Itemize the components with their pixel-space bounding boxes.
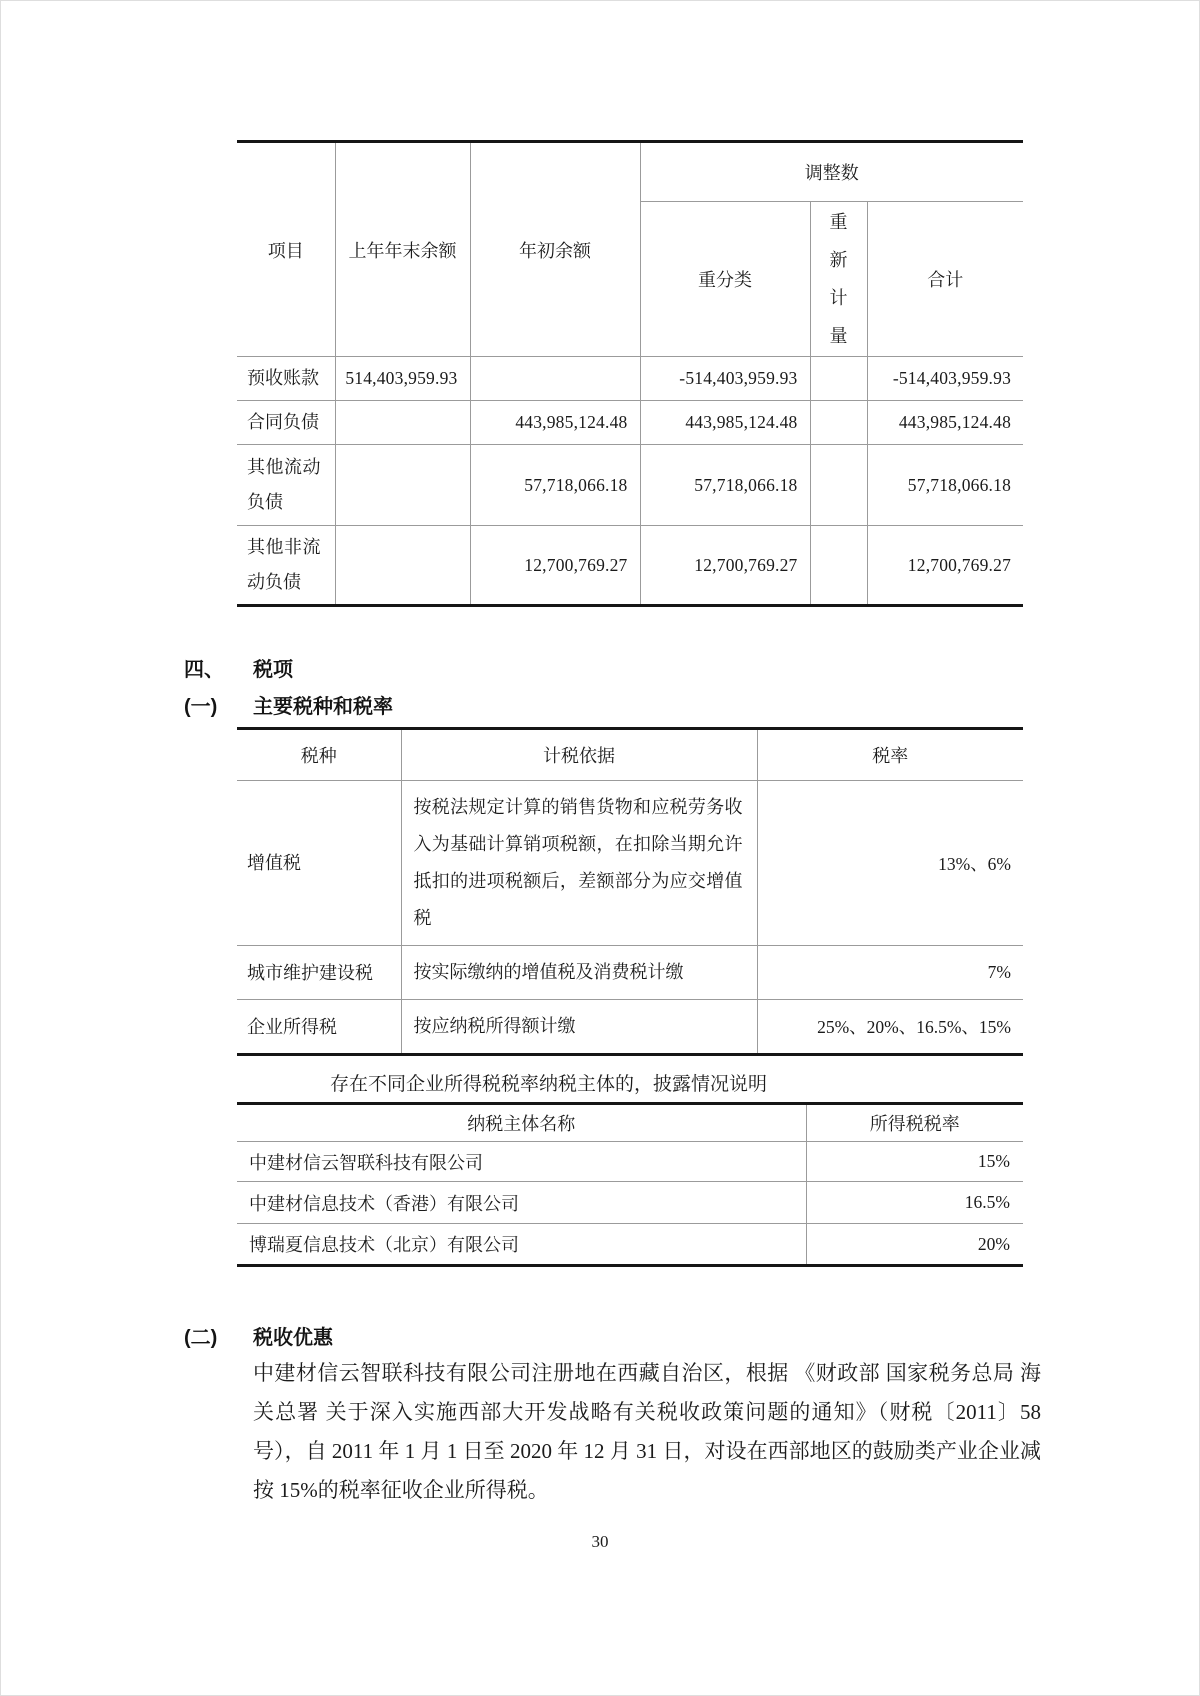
tax-basis-text: 按实际缴纳的增值税及消费税计缴	[401, 946, 757, 1000]
reclassification-value: -514,403,959.93	[640, 357, 810, 401]
tax-rate-value: 25%、20%、16.5%、15%	[757, 1000, 1023, 1055]
col-header-prior-year-end: 上年年末余额	[335, 142, 470, 357]
table-header-row	[237, 1104, 1023, 1142]
item-label: 其他非流动负债	[237, 526, 335, 606]
beginning-balance-value: 443,985,124.48	[470, 401, 640, 445]
col-header-item: 项目	[267, 240, 304, 261]
tax-basis-text: 按应纳税所得额计缴	[401, 1000, 757, 1055]
col-header-remeasurement	[810, 202, 867, 357]
tax-type-label: 增值税	[237, 781, 401, 946]
table-row	[237, 357, 1023, 401]
entity-name: 中建材信息技术（香港）有限公司	[237, 1182, 806, 1224]
section-heading-taxes	[184, 657, 293, 683]
beginning-balance-value	[470, 357, 640, 401]
remeasurement-value	[810, 526, 867, 606]
total-value: 12,700,769.27	[867, 526, 1023, 606]
section-title: 税项	[253, 659, 293, 681]
tax-type-rate-table	[237, 727, 1023, 1056]
subsection-heading-tax-rates	[184, 694, 393, 720]
col-header-tax-type: 税种	[300, 746, 337, 766]
tax-type-label: 企业所得税	[237, 1000, 401, 1055]
item-label: 预收账款	[237, 357, 335, 401]
subsection-number: (一)	[184, 696, 218, 718]
income-tax-rate-value: 15%	[806, 1142, 1023, 1182]
table-row	[237, 401, 1023, 445]
col-header-income-tax-rate: 所得税税率	[806, 1104, 1023, 1142]
total-value: 57,718,066.18	[867, 445, 1023, 526]
table-row	[237, 781, 1023, 946]
beginning-balance-value: 12,700,769.27	[470, 526, 640, 606]
section-number: 四、	[184, 659, 224, 681]
col-header-entity-name: 纳税主体名称	[467, 1114, 576, 1134]
entity-name: 中建材信云智联科技有限公司	[237, 1142, 806, 1182]
reclassification-value: 57,718,066.18	[640, 445, 810, 526]
total-value: -514,403,959.93	[867, 357, 1023, 401]
remeasurement-value	[810, 357, 867, 401]
reclassification-value: 12,700,769.27	[640, 526, 810, 606]
total-value: 443,985,124.48	[867, 401, 1023, 445]
col-header-tax-rate: 税率	[757, 729, 1023, 781]
col-header-beginning-balance: 年初余额	[470, 142, 640, 357]
col-header-adjustments: 调整数	[640, 142, 1023, 202]
disclosure-caption: 存在不同企业所得税税率纳税主体的，披露情况说明	[330, 1074, 768, 1095]
col-header-reclassification: 重分类	[640, 202, 810, 357]
item-label: 其他流动负债	[237, 445, 335, 526]
table-header-row	[237, 729, 1023, 781]
table-row	[237, 1000, 1023, 1055]
subsection-heading-tax-incentives	[184, 1325, 333, 1351]
remeasurement-value	[810, 401, 867, 445]
tax-basis-text: 按税法规定计算的销售货物和应税劳务收入为基础计算销项税额，在扣除当期允许抵扣的进项税额后，差额部分为应交增值税	[401, 781, 757, 946]
table-header-row	[237, 142, 1023, 202]
table-row	[237, 526, 1023, 606]
remeasurement-value	[810, 445, 867, 526]
item-label: 合同负债	[237, 401, 335, 445]
adjustment-comparison-table	[237, 140, 1023, 607]
subsection-title: 主要税种和税率	[253, 696, 393, 718]
prior-year-end-value: 514,403,959.93	[335, 357, 470, 401]
tax-rate-value: 7%	[757, 946, 1023, 1000]
tax-type-label: 城市维护建设税	[237, 946, 401, 1000]
subsection-number: (二)	[184, 1327, 218, 1349]
col-header-total: 合计	[867, 202, 1023, 357]
subsection-title: 税收优惠	[253, 1327, 333, 1349]
tax-rate-value: 13%、6%	[757, 781, 1023, 946]
table-row	[237, 1182, 1023, 1224]
entity-name: 博瑞夏信息技术（北京）有限公司	[237, 1224, 806, 1266]
tax-incentive-paragraph: 中建材信云智联科技有限公司注册地在西藏自治区，根据 《财政部 国家税务总局 海关总署 关于深入实施西部大开发战略有关税收政策问题的通知》（财税〔2011〕58 号），自 2011 年 1 月 1 日至 2020 年 12 月 31 日，对设在西部地区的鼓励类产业企业减按 15%的税率征收企业所得税。	[253, 1361, 1041, 1502]
beginning-balance-value: 57,718,066.18	[470, 445, 640, 526]
income-tax-rate-value: 16.5%	[806, 1182, 1023, 1224]
table-row	[237, 445, 1023, 526]
income-tax-rate-value: 20%	[806, 1224, 1023, 1266]
prior-year-end-value	[335, 526, 470, 606]
reclassification-value: 443,985,124.48	[640, 401, 810, 445]
page-number: 30	[591, 1532, 609, 1551]
taxpayer-rate-table	[237, 1102, 1023, 1267]
table-row	[237, 1142, 1023, 1182]
table-row	[237, 1224, 1023, 1266]
remeasurement-vertical-label: 重新计量	[829, 212, 848, 346]
prior-year-end-value	[335, 401, 470, 445]
prior-year-end-value	[335, 445, 470, 526]
table-row	[237, 946, 1023, 1000]
col-header-tax-basis: 计税依据	[401, 729, 757, 781]
